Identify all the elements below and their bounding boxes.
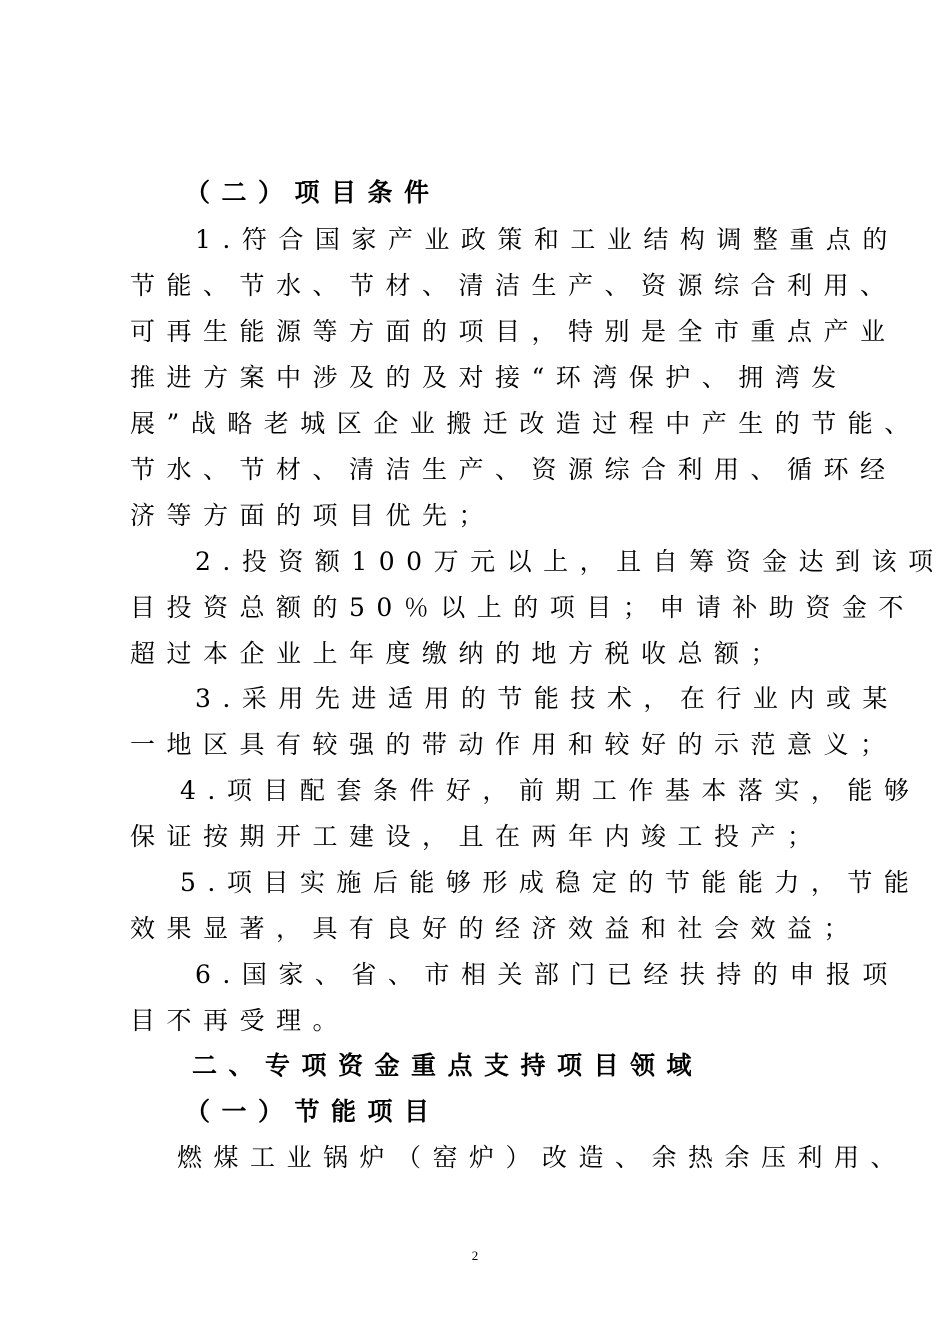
- item-line: 一地区具有较强的带动作用和较好的示范意义；: [130, 730, 897, 759]
- item-line: 效果显著，具有良好的经济效益和社会效益；: [130, 914, 861, 943]
- item-line: 目不再受理。: [130, 1006, 350, 1035]
- item-line: 节能、节水、节材、清洁生产、资源综合利用、: [130, 271, 897, 300]
- item-line: 节水、节材、清洁生产、资源综合利用、循环经: [130, 455, 897, 484]
- item-first-line: 1.符合国家产业政策和工业结构调整重点的: [195, 225, 899, 254]
- item-line: 可再生能源等方面的项目，特别是全市重点产业: [130, 317, 897, 346]
- item-line: 保证按期开工建设，且在两年内竣工投产；: [130, 822, 824, 851]
- page-number: 2: [471, 1248, 479, 1263]
- item-first-line: 5.项目实施后能够形成稳定的节能能力，节能: [180, 868, 921, 897]
- item-line: 济等方面的项目优先；: [130, 501, 496, 530]
- item-first-line: 4.项目配套条件好，前期工作基本落实，能够: [180, 776, 921, 805]
- body-paragraph: 燃煤工业锅炉（窑炉）改造、余热余压利用、: [177, 1143, 908, 1172]
- section-heading: （二）项目条件: [185, 178, 441, 207]
- item-line: 推进方案中涉及的及对接“环湾保护、拥湾发: [130, 363, 848, 392]
- item-line: 目投资总额的50％以上的项目；申请补助资金不: [130, 593, 915, 622]
- subsection-heading: （一）节能项目: [185, 1097, 441, 1126]
- chapter-heading: 二、专项资金重点支持项目领域: [192, 1051, 704, 1080]
- item-line: 超过本企业上年度缴纳的地方税收总额；: [130, 639, 788, 668]
- item-first-line: 3.采用先进适用的节能技术，在行业内或某: [195, 684, 899, 713]
- item-line: 展”战略老城区企业搬迁改造过程中产生的节能、: [130, 409, 921, 438]
- item-first-line: 6.国家、省、市相关部门已经扶持的申报项: [195, 960, 899, 989]
- item-first-line: 2.投资额100万元以上，且自筹资金达到该项: [195, 547, 945, 576]
